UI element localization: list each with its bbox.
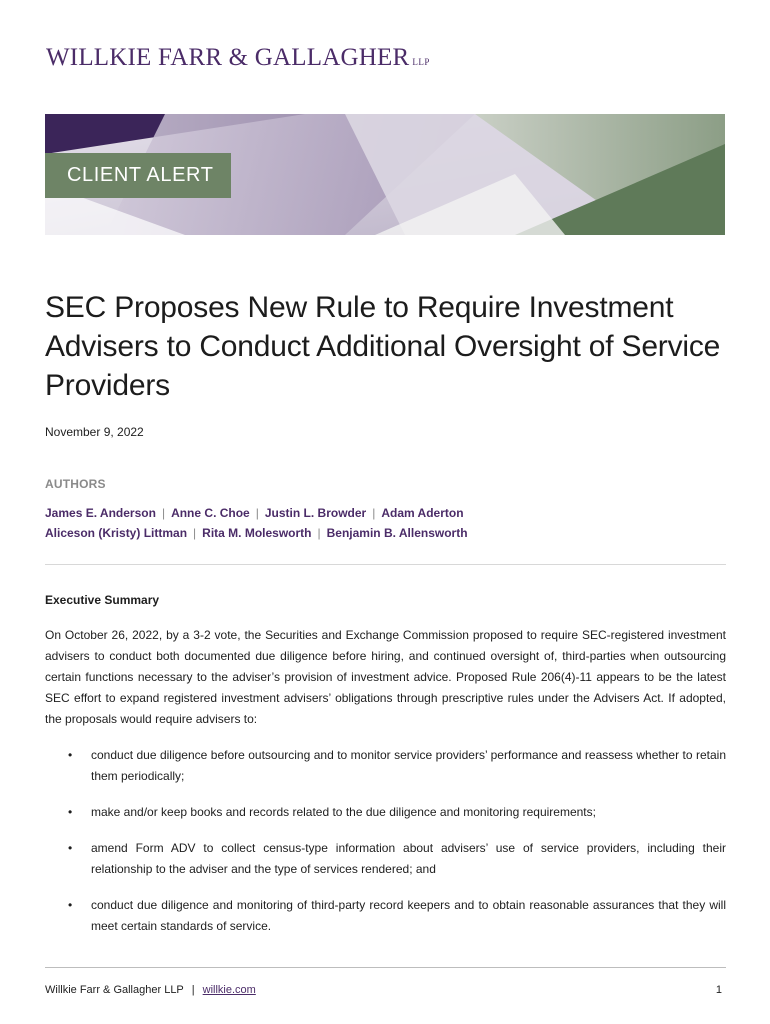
firm-logo — [46, 44, 430, 72]
bullet-icon: • — [68, 898, 73, 912]
bullet-icon: • — [68, 841, 73, 855]
author-link[interactable]: Aliceson (Kristy) Littman — [45, 526, 188, 540]
author-link[interactable]: James E. Anderson — [45, 506, 156, 520]
logo-text: WILLKIE FARR & GALLAGHER — [46, 44, 410, 71]
authors-row-1 — [45, 506, 464, 520]
article-title: SEC Proposes New Rule to Require Investment Advisers to Conduct Additional Oversight of Service Providers — [45, 291, 721, 402]
author-link[interactable]: Adam Aderton — [381, 506, 464, 520]
author-link[interactable]: Rita M. Molesworth — [202, 526, 312, 540]
intro-paragraph: On October 26, 2022, by a 3-2 vote, the Securities and Exchange Commission proposed to require SEC-registered investment advisers to conduct both documented due diligence before hiring, and continued oversight of, third-parties when outsourcing certain functions necessary to the adviser’s provision of investment advice. Proposed Rule 206(4)-11 appears to be the latest SEC effort to expand registered investment advisers’ obligations through prescriptive rules under the Advisers Act. If adopted, the proposals would require advisers to: — [45, 628, 726, 726]
footer-divider — [45, 967, 726, 968]
logo-suffix: LLP — [412, 57, 430, 67]
client-alert-label: CLIENT ALERT — [45, 153, 231, 198]
footer-firm: Willkie Farr & Gallagher LLP — [45, 984, 184, 996]
authors-row-2 — [45, 526, 468, 540]
page-number: 1 — [715, 984, 722, 996]
author-separator: | — [255, 506, 259, 520]
author-link[interactable]: Justin L. Browder — [264, 506, 367, 520]
author-link[interactable]: Anne C. Choe — [171, 506, 250, 520]
section-divider — [45, 564, 726, 565]
bullet-icon: • — [68, 805, 73, 819]
author-separator: | — [372, 506, 376, 520]
footer-website-link[interactable]: willkie.com — [202, 984, 256, 996]
list-item-text: conduct due diligence before outsourcing and to monitor service providers’ performance and reassess whether to retain them periodically; — [91, 748, 726, 783]
author-separator: | — [161, 506, 166, 520]
footer — [45, 984, 256, 996]
author-link[interactable]: Benjamin B. Allensworth — [326, 526, 468, 540]
footer-separator: | — [191, 984, 195, 996]
article-date: November 9, 2022 — [45, 425, 144, 439]
section-heading: Executive Summary — [45, 593, 160, 607]
list-item-text: make and/or keep books and records related to the due diligence and monitoring requirements; — [91, 805, 596, 819]
list-item-text: amend Form ADV to collect census-type information about advisers’ use of service providers, including their relationship to the adviser and the type of services rendered; and — [91, 841, 726, 876]
author-separator: | — [193, 526, 197, 540]
list-item-text: conduct due diligence and monitoring of third-party record keepers and to obtain reasonable assurances that they will meet certain standards of service. — [91, 898, 726, 933]
authors-heading: AUTHORS — [45, 477, 106, 491]
bullet-icon: • — [68, 748, 73, 762]
author-separator: | — [317, 526, 321, 540]
